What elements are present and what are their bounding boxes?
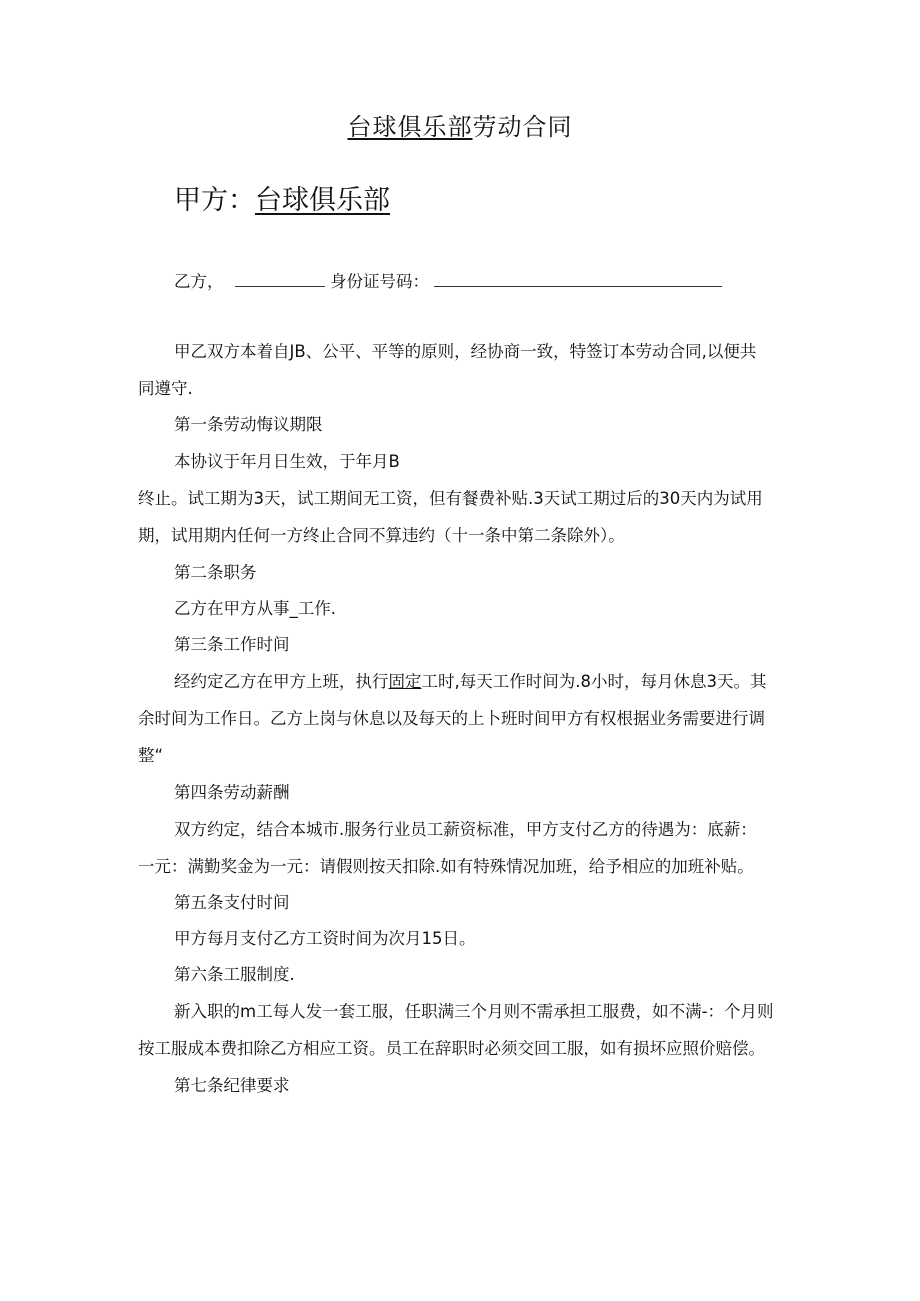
party-b-name-blank [235, 272, 325, 287]
intro-line-1: 甲乙双方本着自JB、公平、平等的原则，经协商一致，特签订本劳动合同,以便共 [174, 342, 757, 361]
article-3-line-1 [174, 670, 767, 694]
article-1-heading: 第一条劳动悔议期限 [174, 415, 323, 434]
article-6-line-1: 新入职的m工每人发一套工服，任职满三个月则不需承担工服费，如不满-：个月则 [174, 1002, 774, 1021]
article-3-line-1-pre: 经约定乙方在甲方上班，执行 [174, 672, 389, 691]
article-4-heading: 第四条劳动薪酬 [174, 783, 290, 802]
article-3-fixed-hours: 固定 [388, 672, 422, 691]
article-3-heading: 第三条工作时间 [174, 635, 290, 654]
party-a-label: 甲方： [174, 185, 255, 216]
party-a-name: 台球俱乐部 [255, 185, 390, 216]
article-1-line-1: 本协议于年月日生效，于年月B [174, 452, 400, 471]
article-5-heading: 第五条支付时间 [174, 893, 290, 912]
article-6-heading: 第六条工服制度. [174, 965, 295, 984]
article-6-line-2: 按工服成本费扣除乙方相应工资。员工在辞职时必须交回工服，如有损坏应照价赔偿。 [138, 1039, 765, 1058]
article-3-line-3: 整“ [138, 746, 164, 765]
intro-line-2: 同遵守. [138, 379, 193, 398]
article-2-heading: 第二条职务 [174, 563, 257, 582]
title-suffix: 劳动合同 [472, 113, 573, 141]
article-4-line-2: 一元：满勤奖金为一元：请假则按天扣除.如有特殊情况加班，给予相应的加班补贴。 [138, 857, 754, 876]
article-5-line-1: 甲方每月支付乙方工资时间为次月15日。 [174, 929, 476, 948]
article-7-heading: 第七条纪律要求 [174, 1076, 290, 1095]
document-title [0, 110, 920, 144]
title-club-name: 台球俱乐部 [347, 113, 473, 141]
party-a-line [174, 182, 390, 220]
party-b-label: 乙方， [174, 272, 224, 291]
party-b-id-label: 身份证号码： [330, 272, 429, 291]
article-4-line-1: 双方约定，结合本城市.服务行业员工薪资标准，甲方支付乙方的待遇为：底薪： [174, 820, 757, 839]
article-3-line-1-post: 工时,每天工作时间为.8小时，每月休息3天。其 [421, 672, 767, 691]
article-3-line-2: 余时间为工作日。乙方上岗与休息以及每天的上卜班时间甲方有权根据业务需要进行调 [138, 709, 765, 728]
party-b-id-blank [434, 272, 722, 287]
article-1-line-3: 期，试用期内任何一方终止合同不算违约（十一条中第二条除外）。 [138, 526, 625, 545]
party-b-line [174, 270, 722, 294]
article-1-line-2: 终止。试工期为3天，试工期间无工资，但有餐费补贴.3天试工期过后的30天内为试用 [138, 489, 763, 508]
article-2-line-1: 乙方在甲方从事_工作. [174, 599, 336, 618]
